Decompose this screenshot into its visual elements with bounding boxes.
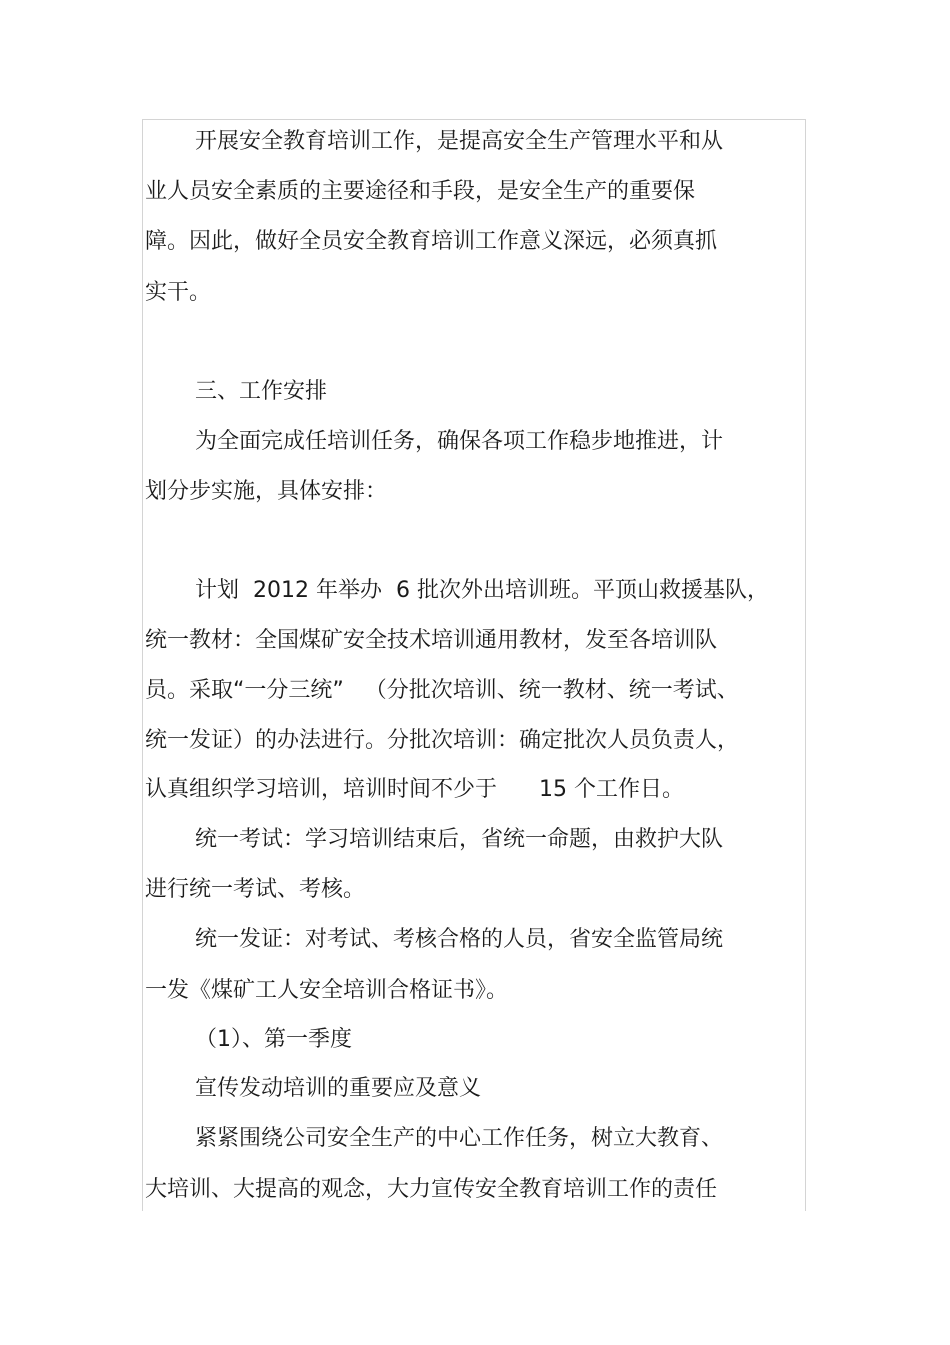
paragraph-schedule-line-2: 统一教材：全国煤矿安全技术培训通用教材，发至各培训队 bbox=[145, 628, 718, 653]
paragraph-schedule-line-3: 员。采取“一分三统” （分批次培训、统一教材、统一考试、 bbox=[145, 678, 739, 703]
paragraph-intro-line-4: 实干。 bbox=[145, 280, 212, 305]
paragraph-exam-line-2: 进行统一考试、考核。 bbox=[145, 877, 366, 902]
paragraph-plan-line-1: 为全面完成任培训任务，确保各项工作稳步地推进，计 bbox=[195, 429, 724, 454]
subheading-publicity: 宣传发动培训的重要应及意义 bbox=[195, 1076, 482, 1101]
section-heading: 三、工作安排 bbox=[195, 379, 328, 404]
paragraph-certificate-line-2: 一发《煤矿工人安全培训合格证书》。 bbox=[145, 978, 509, 1003]
paragraph-schedule-line-1: 计划 2012 年举办 6 批次外出培训班。平顶山救援基队， bbox=[195, 578, 769, 603]
paragraph-schedule-line-4: 统一发证）的办法进行。分批次培训：确定批次人员负责人， bbox=[145, 728, 740, 753]
subheading-first-quarter: （1）、第一季度 bbox=[195, 1027, 352, 1052]
paragraph-intro-line-3: 障。因此，做好全员安全教育培训工作意义深远，必须真抓 bbox=[145, 229, 718, 254]
paragraph-plan-line-2: 划分步实施，具体安排： bbox=[145, 479, 388, 504]
paragraph-exam-line-1: 统一考试：学习培训结束后，省统一命题，由救护大队 bbox=[195, 827, 724, 852]
paragraph-closing-line-2: 大培训、大提高的观念，大力宣传安全教育培训工作的责任 bbox=[145, 1177, 718, 1202]
paragraph-closing-line-1: 紧紧围绕公司安全生产的中心工作任务，树立大教育、 bbox=[195, 1126, 724, 1151]
paragraph-intro-line-2: 业人员安全素质的主要途径和手段，是安全生产的重要保 bbox=[145, 179, 696, 204]
paragraph-schedule-line-5: 认真组织学习培训，培训时间不少于 15 个工作日。 bbox=[145, 777, 684, 802]
paragraph-intro-line-1: 开展安全教育培训工作，是提高安全生产管理水平和从 bbox=[195, 129, 724, 154]
paragraph-certificate-line-1: 统一发证：对考试、考核合格的人员，省安全监管局统 bbox=[195, 927, 724, 952]
